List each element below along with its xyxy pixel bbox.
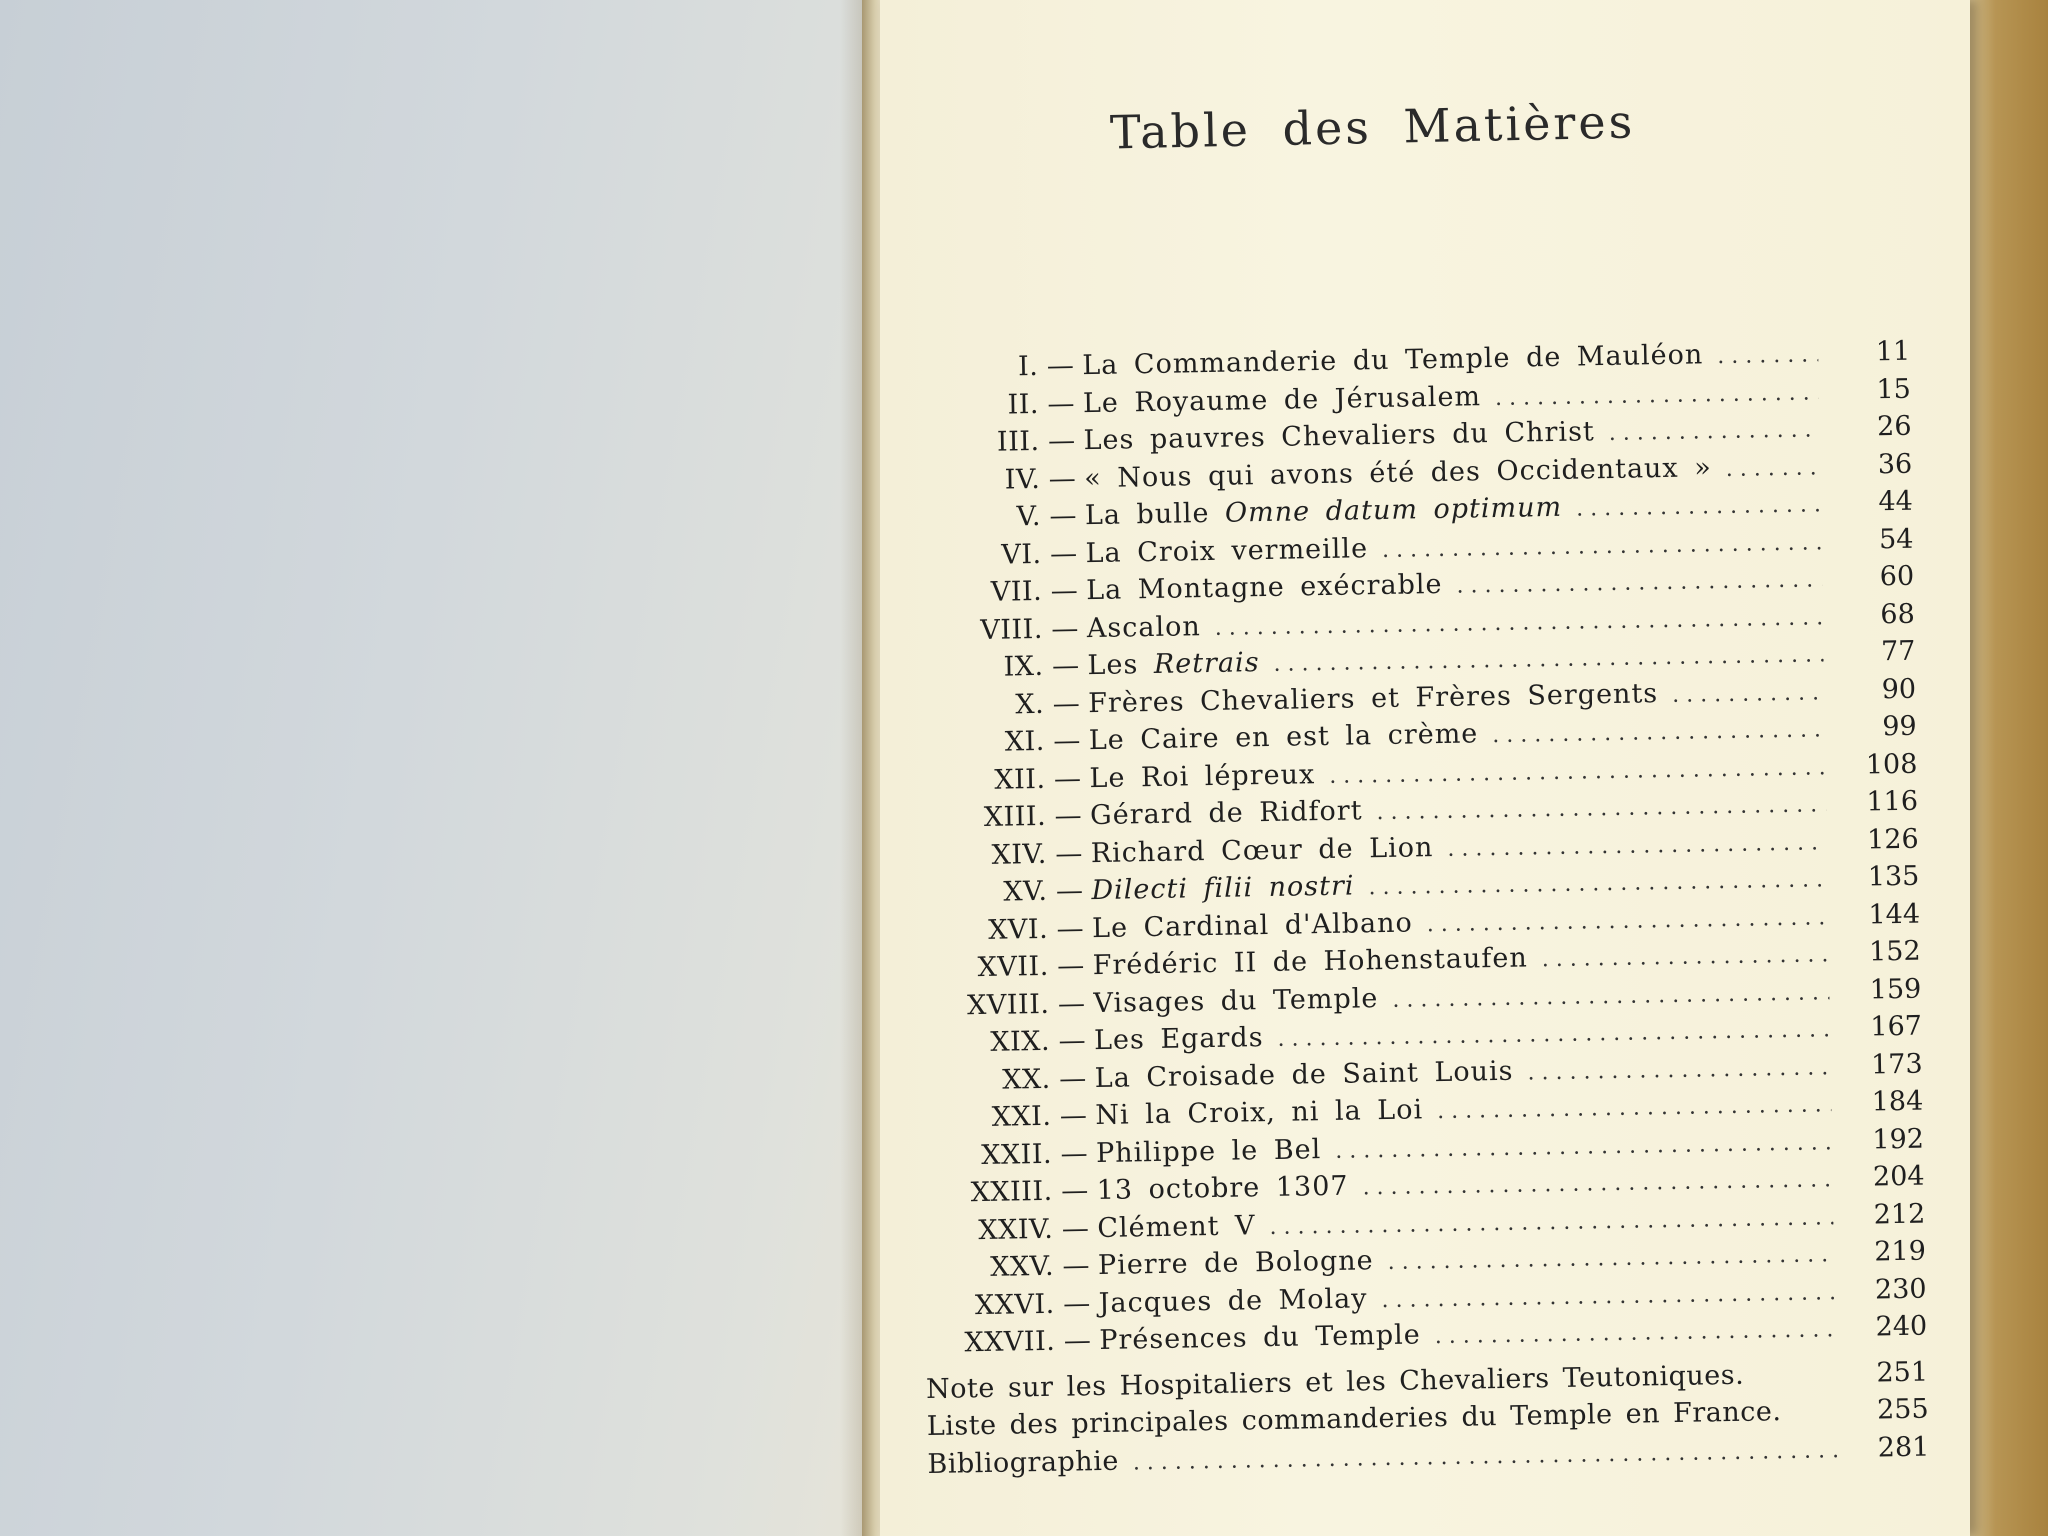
page-number: 108 [1865, 748, 1918, 781]
page-number: 126 [1866, 823, 1919, 856]
page-number: 281 [1877, 1431, 1930, 1463]
chapter-numeral: XXIV. [978, 1213, 1054, 1246]
dot-leader [1492, 711, 1825, 754]
chapter-numeral: XV. [1003, 875, 1048, 908]
em-dash: — [1053, 725, 1081, 757]
page-number: 255 [1876, 1393, 1929, 1426]
dot-leader [1672, 674, 1825, 714]
page-number: 230 [1874, 1273, 1927, 1305]
em-dash: — [1047, 387, 1075, 420]
chapter-title: Le Caire en est la crème [1088, 718, 1479, 757]
em-dash: — [1055, 837, 1083, 870]
chapter-numeral: XXIII. [970, 1175, 1053, 1209]
chapter-numeral: V. [1016, 500, 1042, 533]
chapter-numeral: XX. [1001, 1063, 1052, 1096]
chapter-numeral: XXVI. [974, 1288, 1055, 1321]
em-dash: — [1049, 500, 1077, 532]
annex-title: Liste des principales commanderies du Temple en France. [926, 1396, 1782, 1443]
page-number: 192 [1872, 1123, 1925, 1155]
page-number: 251 [1876, 1356, 1929, 1388]
em-dash: — [1059, 1100, 1088, 1132]
page-number: 36 [1877, 448, 1913, 480]
em-dash: — [1050, 575, 1078, 607]
page-number: 60 [1879, 560, 1915, 593]
chapter-title-prefix: La bulle [1084, 497, 1226, 532]
chapter-title: Le Cardinal d'Albano [1091, 906, 1413, 944]
em-dash: — [1060, 1137, 1088, 1170]
chapter-numeral: XIV. [991, 838, 1048, 871]
chapter-title-italic: Dilecti filii nostri [1091, 870, 1355, 907]
page-number: 44 [1878, 485, 1914, 518]
page-number: 54 [1878, 523, 1914, 555]
chapter-title-italic: Omne datum optimum [1224, 491, 1563, 529]
chapter-numeral: XI. [1004, 725, 1046, 758]
page-number: 11 [1875, 335, 1911, 368]
page-title: Table des Matières [1109, 94, 1636, 160]
chapter-title: Frères Chevaliers et Frères Sergents [1087, 677, 1659, 719]
dot-leader [1434, 1311, 1835, 1355]
em-dash: — [1048, 462, 1077, 495]
em-dash: — [1053, 762, 1082, 795]
chapter-title-italic: Retrais [1153, 647, 1260, 680]
dot-leader [1576, 486, 1821, 528]
dot-leader [1495, 374, 1820, 417]
page-number: 135 [1867, 860, 1920, 893]
left-page-blank [0, 0, 880, 1536]
em-dash: — [1057, 950, 1085, 982]
page-number: 219 [1874, 1235, 1927, 1268]
em-dash: — [1051, 650, 1080, 682]
chapter-list [920, 333, 1928, 1363]
chapter-numeral: II. [1007, 388, 1040, 420]
chapter-numeral: III. [996, 425, 1040, 458]
chapter-numeral: XXI. [991, 1100, 1052, 1133]
chapter-title: Le Royaume de Jérusalem [1082, 380, 1482, 419]
right-page [880, 0, 1970, 1536]
chapter-title: Richard Cœur de Lion [1090, 831, 1434, 869]
chapter-numeral: XIII. [983, 800, 1047, 833]
em-dash: — [1046, 350, 1075, 382]
page-number: 173 [1870, 1048, 1923, 1081]
chapter-title: Frédéric II de Hohenstaufen [1092, 942, 1528, 982]
chapter-numeral: XVII. [977, 950, 1050, 984]
em-dash: — [1054, 800, 1082, 832]
dot-leader [1608, 411, 1819, 452]
em-dash: — [1062, 1250, 1090, 1282]
em-dash: — [1055, 875, 1084, 907]
chapter-numeral: VI. [1001, 538, 1042, 571]
annex-list [925, 1353, 1930, 1483]
chapter-title: Clément V [1097, 1209, 1256, 1244]
chapter-numeral: X. [1015, 688, 1045, 720]
chapter-title: La Croix vermeille [1085, 532, 1369, 569]
table-of-contents [920, 333, 1930, 1483]
page-number: 152 [1868, 935, 1921, 968]
dot-leader [1725, 449, 1820, 488]
page-number: 15 [1876, 373, 1912, 405]
page-number: 77 [1880, 635, 1916, 668]
em-dash: — [1056, 912, 1084, 945]
page-number: 144 [1868, 898, 1921, 931]
chapter-numeral: XIX. [990, 1025, 1051, 1058]
chapter-title: Présences du Temple [1099, 1319, 1422, 1357]
chapter-title: Pierre de Bologne [1097, 1245, 1374, 1282]
page-number: 116 [1866, 785, 1919, 818]
chapter-numeral: XVIII. [966, 988, 1050, 1021]
em-dash: — [1058, 1025, 1086, 1057]
page-number: 184 [1871, 1085, 1924, 1118]
em-dash: — [1047, 425, 1076, 457]
chapter-title: La Commanderie du Temple de Mauléon [1082, 339, 1704, 382]
chapter-numeral: IX. [1003, 650, 1044, 683]
page-number: 68 [1880, 598, 1916, 630]
chapter-numeral: VIII. [980, 613, 1044, 646]
chapter-title: Ni la Croix, ni la Loi [1095, 1094, 1424, 1132]
em-dash: — [1057, 987, 1086, 1020]
annex-title: Note sur les Hospitaliers et les Chevaliers Teutoniques. [925, 1359, 1745, 1405]
chapter-title: Gérard de Ridfort [1089, 795, 1363, 832]
dot-leader [1717, 336, 1819, 375]
em-dash: — [1063, 1325, 1092, 1357]
em-dash: — [1061, 1212, 1090, 1245]
chapter-title: Ascalon [1086, 610, 1201, 644]
page-number: 159 [1869, 973, 1922, 1006]
chapter-title: « Nous qui avons été des Occidentaux » [1083, 451, 1712, 494]
em-dash: — [1060, 1175, 1089, 1207]
chapter-numeral: XII. [994, 763, 1046, 796]
chapter-title: Les pauvres Chevaliers du Christ [1083, 416, 1596, 457]
chapter-title: Les Egards [1093, 1022, 1264, 1057]
page-number: 90 [1881, 673, 1917, 705]
page-number: 240 [1875, 1310, 1928, 1343]
chapter-numeral: XXV. [989, 1250, 1055, 1283]
chapter-numeral: IV. [1004, 463, 1041, 496]
chapter-title-prefix: Les [1087, 648, 1155, 682]
chapter-numeral: I. [1017, 350, 1039, 383]
page-number: 26 [1876, 410, 1912, 443]
em-dash: — [1051, 612, 1079, 645]
page-number: 167 [1870, 1010, 1923, 1043]
chapter-title: La Montagne exécrable [1085, 568, 1443, 607]
chapter-numeral: VII. [990, 575, 1043, 608]
em-dash: — [1052, 687, 1080, 720]
em-dash: — [1049, 537, 1078, 570]
page-number: 204 [1872, 1160, 1925, 1193]
chapter-title: Le Roi lépreux [1089, 758, 1316, 794]
chapter-title: Visages du Temple [1093, 982, 1379, 1019]
page-number: 99 [1882, 710, 1917, 743]
chapter-title: Jacques de Molay [1098, 1282, 1368, 1319]
dot-leader [1527, 1049, 1831, 1092]
em-dash: — [1062, 1287, 1091, 1320]
chapter-title: Philippe le Bel [1095, 1133, 1322, 1169]
table-surface [1960, 0, 2048, 1536]
chapter-title: La Croisade de Saint Louis [1094, 1055, 1514, 1094]
dot-leader [1541, 936, 1829, 979]
page-number: 212 [1873, 1198, 1926, 1230]
chapter-numeral: XVI. [987, 913, 1049, 946]
em-dash: — [1058, 1062, 1087, 1095]
chapter-title [1091, 868, 1355, 910]
chapter-numeral: XXVII. [964, 1325, 1056, 1359]
annex-title: Bibliographie [927, 1445, 1120, 1480]
dot-leader [1456, 561, 1822, 605]
chapter-title: 13 octobre 1307 [1096, 1170, 1349, 1207]
chapter-numeral: XXII. [980, 1138, 1053, 1171]
chapter-title [1087, 644, 1260, 684]
